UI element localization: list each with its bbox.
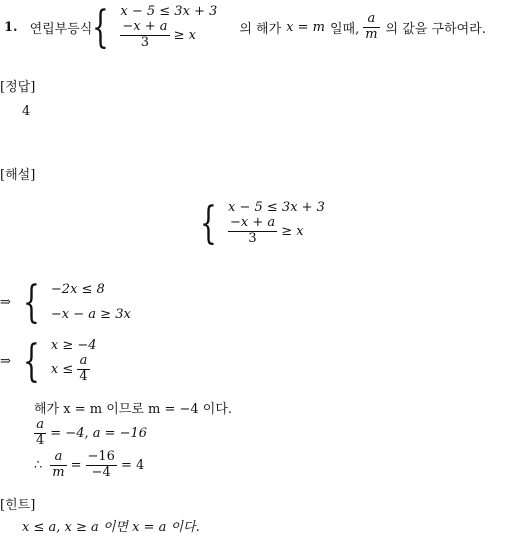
- solution-step1: ⇒ { −2x ≤ 8 −x − a ≥ 3x: [0, 276, 131, 328]
- hint-text: x ≤ a, x ≥ a 이면 x = a 이다.: [22, 520, 200, 535]
- solution-step2: ⇒ { x ≥ −4 x ≤ $\frac{a}{4}$: [0, 335, 97, 387]
- therefore-icon: ∴: [34, 457, 43, 473]
- problem-question: 의 값을 구하여라.: [385, 22, 486, 38]
- problem-ratio: $\frac{a}{m}$: [365, 11, 378, 43]
- solution-line2: $\frac{a}{4}$ = −4, a = −16: [36, 417, 148, 448]
- problem-condition-prefix: 의 해가: [239, 22, 282, 38]
- brace-icon: {: [92, 1, 110, 53]
- brace-icon: {: [22, 276, 40, 328]
- brace-icon: {: [200, 197, 217, 249]
- problem-condition: x = m: [286, 20, 325, 36]
- problem-eq1: x − 5 ≤ 3x + 3: [120, 4, 218, 19]
- solution-system-original: { x − 5 ≤ 3x + 3 $\frac{-x + a}{3}$ ≥ x: [200, 197, 325, 249]
- solution-line1: 해가 x = m 이므로 m = −4 이다.: [34, 402, 233, 417]
- hint-label: [힌트]: [0, 498, 36, 513]
- implies-icon: ⇒: [0, 295, 11, 311]
- problem-system: { x − 5 ≤ 3x + 3 $\frac{-x + a}{3}$ ≥ x: [92, 1, 218, 53]
- problem-condition-suffix: 일때,: [329, 22, 360, 38]
- problem-fraction: $\frac{-x + a}{3}$: [122, 19, 168, 51]
- solution-label: [해설]: [0, 168, 36, 183]
- answer-label: [정답]: [0, 80, 36, 95]
- brace-icon: {: [22, 335, 40, 387]
- problem-lead: 연립부등식: [29, 22, 93, 38]
- answer-value: 4: [22, 104, 31, 119]
- implies-icon: ⇒: [0, 354, 11, 370]
- solution-line3: ∴ $\frac{a}{m}$ = $\frac{-16}{-4}$ = 4: [34, 449, 145, 480]
- problem-statement: [4, 1, 486, 53]
- problem-number: 1.: [4, 20, 18, 36]
